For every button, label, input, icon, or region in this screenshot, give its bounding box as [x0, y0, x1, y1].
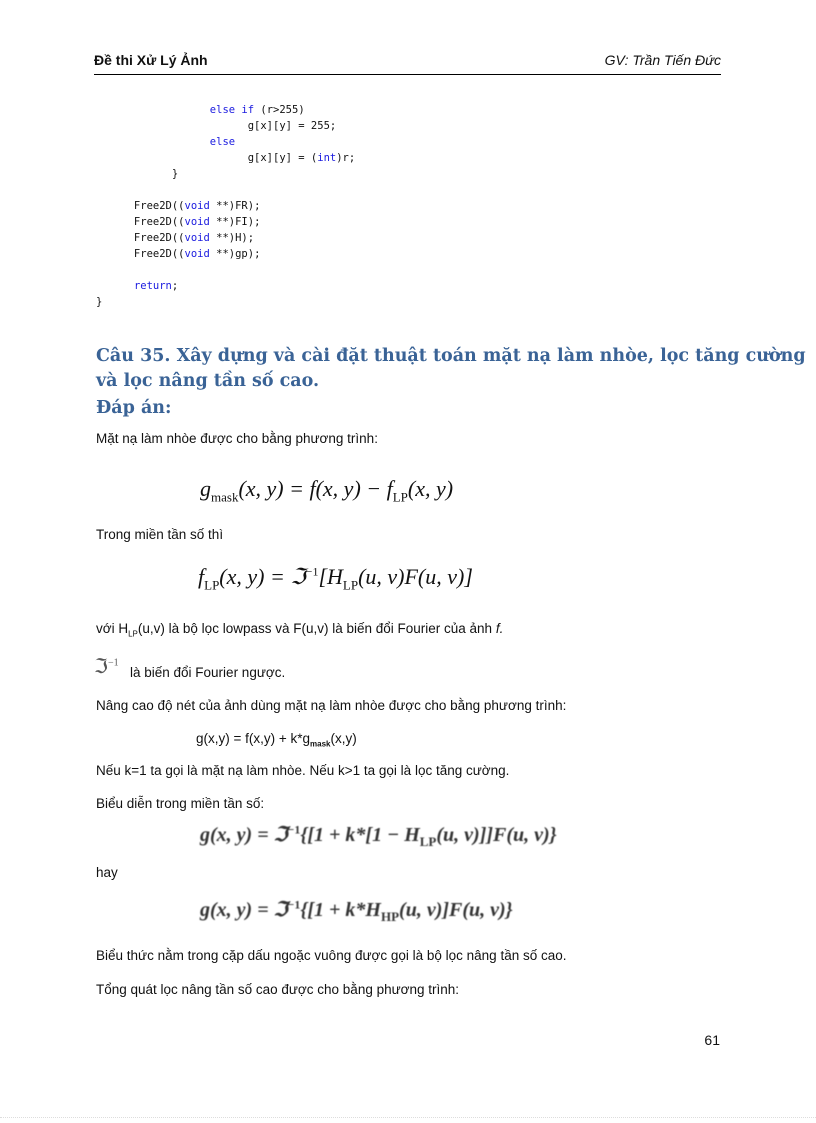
header-rule — [94, 74, 721, 75]
code-line: } — [96, 296, 103, 308]
code-line: Free2D((void **)FI); — [96, 216, 261, 228]
paragraph: với $H_{LP}(u,v)$ là bộ lọc lowpass và F(u,v) là biến đổi Fourier của ảnh f. — [96, 621, 504, 639]
code-line: Free2D((void **)H); — [96, 232, 255, 244]
section-title-line-2: và lọc nâng tần số cao. — [96, 371, 320, 391]
equation-frequency-1: g(x, y) = ℑ$^{-1}${[1 + $k*[1 - H_{LP}(u$, v)]]F(u, v)} — [200, 822, 557, 849]
answer-label: Đáp án: — [96, 398, 172, 418]
inverse-fourier-symbol: ℑ$^{-1}$ — [94, 656, 119, 678]
paragraph: là biến đổi Fourier ngược. — [130, 665, 286, 680]
footer-divider — [0, 1117, 816, 1118]
paragraph: Trong miền tần số thì — [96, 527, 224, 542]
paragraph: Nâng cao độ nét của ảnh dùng mặt nạ làm nhòe được cho bằng phương trình: — [96, 698, 567, 713]
paragraph: Nếu k=1 ta gọi là mặt nạ làm nhòe. Nếu k>1 ta gọi là lọc tăng cường. — [96, 763, 510, 778]
code-block — [96, 102, 355, 310]
paragraph: hay — [96, 865, 118, 880]
code-line: else if (r>255) — [209, 104, 305, 116]
header-author: GV: Trần Tiến Đức — [604, 52, 721, 68]
code-line: Free2D((void **)gp); — [96, 248, 261, 260]
paragraph: Biểu thức nằm trong cặp dấu ngoặc vuông được gọi là bộ lọc nâng tần số cao. — [96, 948, 567, 963]
section-title-line-1: Câu 35. Xây dựng và cài đặt thuật toán mặt nạ làm nhòe, lọc tăng cường — [96, 346, 806, 366]
code-line: else — [209, 136, 236, 148]
equation-flp: $f_{LP}(x$, $y) = ℑ^{-1}[H_{LP}(u$, v)F(u, v)] — [198, 564, 473, 593]
code-line: return; — [133, 280, 179, 292]
code-line — [96, 182, 355, 198]
header-title: Đề thi Xử Lý Ảnh — [94, 52, 208, 68]
code-line: Free2D((void **)FR); — [96, 200, 261, 212]
equation-frequency-2: g(x, y) = ℑ$^{-1}${[1 + $k*H_{HP}(u$, v)]F(u, v)} — [200, 897, 513, 924]
paragraph: Mặt nạ làm nhòe được cho bằng phương trình: — [96, 431, 378, 446]
code-line: g[x][y] = (int)r; — [96, 152, 356, 164]
code-line: g[x][y] = 255; — [96, 120, 337, 132]
paragraph: Biểu diễn trong miền tần số: — [96, 796, 265, 811]
paragraph: Tổng quát lọc nâng tần số cao được cho bằng phương trình: — [96, 982, 460, 997]
equation-gmask: $g_{mask}(x$, y) = f(x, $y) - f_{LP}(x$, y) — [200, 476, 454, 505]
code-line — [96, 262, 355, 278]
formula-sharpen: $g(x,y) = f(x,y) + k*g_{mask}(x,y)$ — [196, 731, 357, 749]
code-line: } — [96, 168, 179, 180]
page-number: 61 — [704, 1032, 720, 1048]
